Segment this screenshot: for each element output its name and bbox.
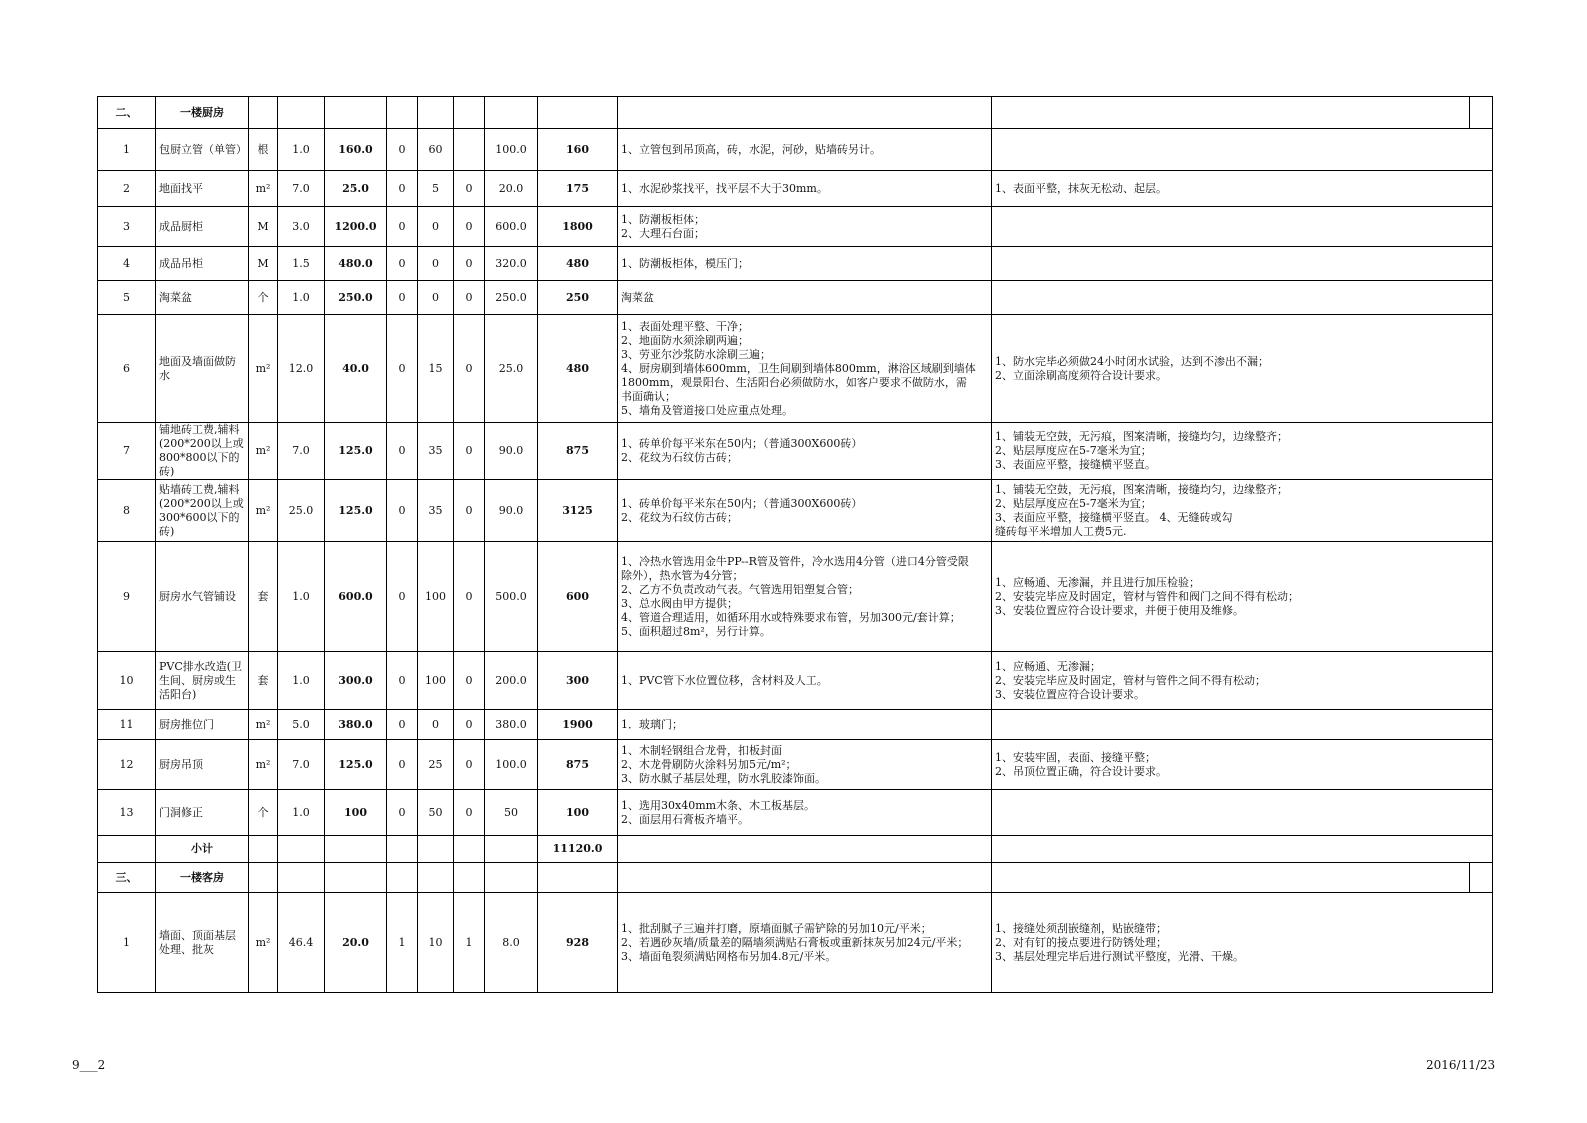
table-row: [98, 542, 1493, 652]
item-description: [618, 480, 992, 542]
text-line: 2、乙方不负责改动气表。气管选用铝塑复合管；: [621, 582, 859, 596]
item-cost-3: 0: [454, 480, 485, 542]
text-line: 1、安装牢固，表面、接缝平整；: [995, 750, 1156, 764]
item-name: 铺地砖工费,辅料(200*200以上或800*800以下的砖): [156, 423, 249, 480]
item-number: 8: [98, 480, 156, 542]
section-header-row: [98, 863, 1493, 893]
item-cost-3: 0: [454, 423, 485, 480]
table-row: [98, 171, 1493, 207]
item-quantity: 1.0: [278, 790, 325, 836]
item-total: 100: [538, 790, 618, 836]
item-description: [618, 281, 992, 315]
item-cost-4: 100.0: [485, 740, 538, 790]
item-unit: M: [249, 207, 278, 247]
item-cost-3: 1: [454, 893, 485, 993]
item-cost-2: 0: [418, 247, 454, 281]
empty-cell: [1470, 97, 1493, 129]
table-row: [98, 480, 1493, 542]
item-cost-3: 0: [454, 247, 485, 281]
text-line: 1、铺装无空鼓，无污痕，图案清晰，接缝均匀，边缘整齐；: [995, 430, 1288, 443]
item-description: [618, 740, 992, 790]
item-number: 10: [98, 652, 156, 710]
table-row: [98, 207, 1493, 247]
text-line: 2、贴层厚度应在5-7毫米为宜；: [995, 496, 1152, 510]
item-acceptance-standard: [992, 129, 1493, 171]
item-acceptance-standard: [992, 652, 1493, 710]
item-acceptance-standard: [992, 740, 1493, 790]
empty-cell: [485, 863, 538, 893]
item-acceptance-standard: [992, 710, 1493, 740]
item-acceptance-standard: [992, 281, 1493, 315]
empty-cell: [538, 863, 618, 893]
text-line: 缝砖每平米增加人工费5元.: [995, 524, 1127, 538]
empty-cell: [325, 836, 387, 863]
item-total: 875: [538, 423, 618, 480]
item-quantity: 12.0: [278, 315, 325, 423]
item-cost-2: 0: [418, 281, 454, 315]
item-unit: m²: [249, 171, 278, 207]
text-line: 1、应畅通、无渗漏；: [995, 659, 1101, 673]
text-line: 1、防潮板柜体；: [621, 212, 705, 226]
item-cost-2: 50: [418, 790, 454, 836]
item-quantity: 46.4: [278, 893, 325, 993]
item-unit: 根: [249, 129, 278, 171]
item-total: 928: [538, 893, 618, 993]
table-row: [98, 129, 1493, 171]
table-row: [98, 423, 1493, 480]
item-name: 成品吊柜: [156, 247, 249, 281]
item-unit-price: 25.0: [325, 171, 387, 207]
item-number: 9: [98, 542, 156, 652]
text-line: 1、防潮板柜体，模压门；: [621, 256, 749, 270]
item-cost-2: 15: [418, 315, 454, 423]
item-unit-price: 480.0: [325, 247, 387, 281]
item-unit: m²: [249, 480, 278, 542]
item-number: 2: [98, 171, 156, 207]
empty-cell: [278, 97, 325, 129]
item-total: 175: [538, 171, 618, 207]
item-unit: m²: [249, 710, 278, 740]
empty-cell: [249, 836, 278, 863]
text-line: 2、对有钉的接点要进行防锈处理；: [995, 935, 1167, 949]
text-line: 3、表面应平整，接缝横平竖直。 4、无缝砖或勾: [995, 510, 1233, 524]
text-line: 4、厨房刷到墙体600mm，卫生间刷到墙体800mm，淋浴区域刷到墙体: [621, 361, 976, 375]
item-description: [618, 315, 992, 423]
item-acceptance-standard: [992, 893, 1493, 993]
empty-cell: [618, 863, 992, 893]
empty-cell: [485, 97, 538, 129]
text-line: 1．玻璃门；: [621, 717, 683, 731]
text-line: 2、吊顶位置正确，符合设计要求。: [995, 764, 1167, 778]
item-description: [618, 893, 992, 993]
item-cost-1: 0: [387, 423, 418, 480]
item-total: 1900: [538, 710, 618, 740]
item-number: 6: [98, 315, 156, 423]
item-cost-3: 0: [454, 542, 485, 652]
item-cost-1: 0: [387, 542, 418, 652]
item-cost-2: 35: [418, 480, 454, 542]
empty-cell: [249, 863, 278, 893]
text-line: 3、墙面龟裂须满贴网格布另加4.8元/平米。: [621, 949, 837, 963]
item-total: 1800: [538, 207, 618, 247]
item-unit: 个: [249, 790, 278, 836]
text-line: 1、PVC管下水位置位移，含材料及人工。: [621, 673, 828, 687]
text-line: 5、面积超过8m²，另行计算。: [621, 624, 771, 638]
text-line: 2、贴层厚度应在5-7毫米为宜；: [995, 444, 1152, 457]
item-total: 600: [538, 542, 618, 652]
table-row: [98, 893, 1493, 993]
item-cost-3: 0: [454, 315, 485, 423]
section-number: 二、: [98, 97, 156, 129]
section-number: 三、: [98, 863, 156, 893]
item-total: 160: [538, 129, 618, 171]
item-cost-3: 0: [454, 710, 485, 740]
text-line: 4、管道合理适用，如循环用水或特殊要求布管，另加300元/套计算；: [621, 610, 961, 624]
item-cost-2: 100: [418, 652, 454, 710]
empty-cell: [387, 97, 418, 129]
item-description: [618, 542, 992, 652]
item-cost-1: 0: [387, 652, 418, 710]
item-cost-2: 0: [418, 207, 454, 247]
item-number: 5: [98, 281, 156, 315]
item-unit: m²: [249, 315, 278, 423]
item-name: 墙面、顶面基层处理、批灰: [156, 893, 249, 993]
item-description: [618, 652, 992, 710]
text-line: 3、安装位置应符合设计要求，并便于使用及维修。: [995, 603, 1244, 617]
empty-cell: [454, 836, 485, 863]
item-unit: m²: [249, 893, 278, 993]
text-line: 1、木制轻钢组合龙骨，扣板封面: [621, 743, 782, 757]
item-total: 300: [538, 652, 618, 710]
item-name: 贴墙砖工费,辅料(200*200以上或300*600以下的砖): [156, 480, 249, 542]
text-line: 1、表面平整，抹灰无松动、起层。: [995, 181, 1167, 195]
item-name: 门洞修正: [156, 790, 249, 836]
item-unit: m²: [249, 740, 278, 790]
item-unit: m²: [249, 423, 278, 480]
item-acceptance-standard: [992, 790, 1493, 836]
table-row: [98, 740, 1493, 790]
text-line: 淘菜盆: [621, 290, 654, 304]
item-number: 1: [98, 893, 156, 993]
item-description: [618, 247, 992, 281]
empty-cell: [992, 836, 1493, 863]
item-unit-price: 100: [325, 790, 387, 836]
table-row: [98, 710, 1493, 740]
item-cost-4: 90.0: [485, 423, 538, 480]
item-acceptance-standard: [992, 542, 1493, 652]
text-line: 除外），热水管为4分管；: [621, 568, 744, 582]
text-line: 2、若遇砂灰墙/质量差的隔墙须满贴石膏板或重新抹灰另加24元/平米；: [621, 935, 969, 949]
item-unit: 套: [249, 542, 278, 652]
item-cost-2: 10: [418, 893, 454, 993]
item-name: PVC排水改造(卫生间、厨房或生活阳台): [156, 652, 249, 710]
item-cost-3: 0: [454, 652, 485, 710]
item-cost-3: 0: [454, 740, 485, 790]
subtotal-value: 11120.0: [538, 836, 618, 863]
empty-cell: [278, 836, 325, 863]
item-cost-3: 0: [454, 207, 485, 247]
text-line: 1、接缝处须刮嵌缝剂，贴嵌缝带；: [995, 921, 1167, 935]
item-number: 1: [98, 129, 156, 171]
item-number: 3: [98, 207, 156, 247]
empty-cell: [454, 97, 485, 129]
item-name: 成品厨柜: [156, 207, 249, 247]
item-quantity: 1.0: [278, 281, 325, 315]
table-row: [98, 281, 1493, 315]
item-cost-4: 100.0: [485, 129, 538, 171]
table-row: [98, 652, 1493, 710]
item-total: 480: [538, 247, 618, 281]
empty-cell: [418, 863, 454, 893]
item-unit-price: 125.0: [325, 480, 387, 542]
item-cost-1: 0: [387, 740, 418, 790]
text-line: 1、选用30x40mm木条、木工板基层。: [621, 798, 816, 812]
item-cost-2: 60: [418, 129, 454, 171]
item-quantity: 25.0: [278, 480, 325, 542]
item-cost-4: 25.0: [485, 315, 538, 423]
item-cost-4: 320.0: [485, 247, 538, 281]
item-cost-2: 5: [418, 171, 454, 207]
item-name: 包厨立管（单管）: [156, 129, 249, 171]
section-header-row: [98, 97, 1493, 129]
text-line: 2、安装完毕应及时固定，管材与管件和阀门之间不得有松动；: [995, 589, 1299, 603]
item-unit: 套: [249, 652, 278, 710]
text-line: 1、表面处理平整、干净；: [621, 319, 749, 333]
empty-cell: [992, 97, 1470, 129]
item-unit-price: 160.0: [325, 129, 387, 171]
text-line: 2、花纹为石纹仿古砖；: [621, 451, 738, 464]
quotation-table: [97, 96, 1493, 993]
text-line: 书面确认；: [621, 389, 676, 403]
text-line: 3、基层处理完毕后进行测试平整度，光滑、干燥。: [995, 949, 1244, 963]
item-quantity: 3.0: [278, 207, 325, 247]
table-row: [98, 247, 1493, 281]
item-name: 厨房推位门: [156, 710, 249, 740]
empty-cell: [387, 863, 418, 893]
item-cost-1: 0: [387, 171, 418, 207]
item-quantity: 1.0: [278, 652, 325, 710]
empty-cell: [418, 836, 454, 863]
item-total: 875: [538, 740, 618, 790]
item-acceptance-standard: [992, 315, 1493, 423]
item-name: 地面及墙面做防水: [156, 315, 249, 423]
item-cost-4: 90.0: [485, 480, 538, 542]
empty-cell: [325, 863, 387, 893]
text-line: 1、应畅通、无渗漏，并且进行加压检验；: [995, 575, 1200, 589]
empty-cell: [1470, 863, 1493, 893]
text-line: 2、地面防水须涂刷两遍；: [621, 333, 749, 347]
text-line: 1、水泥砂浆找平，找平层不大于30mm。: [621, 181, 828, 195]
item-description: [618, 790, 992, 836]
subtotal-label: 小计: [156, 836, 249, 863]
item-cost-3: [454, 129, 485, 171]
item-number: 12: [98, 740, 156, 790]
text-line: 1、立管包到吊顶高，砖，水泥，河砂，贴墙砖另计。: [621, 142, 881, 156]
item-unit-price: 125.0: [325, 423, 387, 480]
empty-cell: [454, 863, 485, 893]
empty-cell: [418, 97, 454, 129]
text-line: 1、冷热水管选用金牛PP--R管及管件，冷水选用4分管（进口4分管受限: [621, 554, 969, 568]
item-unit-price: 600.0: [325, 542, 387, 652]
item-cost-2: 35: [418, 423, 454, 480]
item-unit-price: 125.0: [325, 740, 387, 790]
item-cost-4: 20.0: [485, 171, 538, 207]
item-total: 3125: [538, 480, 618, 542]
item-name: 厨房水气管铺设: [156, 542, 249, 652]
item-name: 地面找平: [156, 171, 249, 207]
item-cost-1: 1: [387, 893, 418, 993]
footer-page-label: 9___2: [72, 1058, 106, 1072]
item-cost-2: 100: [418, 542, 454, 652]
empty-cell: [387, 836, 418, 863]
text-line: 3、劳亚尔沙浆防水涂刷三遍；: [621, 347, 771, 361]
text-line: 3、安装位置应符合设计要求。: [995, 687, 1145, 701]
item-number: 7: [98, 423, 156, 480]
item-number: 4: [98, 247, 156, 281]
text-line: 1、防水完毕必须做24小时闭水试验，达到不渗出不漏；: [995, 354, 1269, 368]
empty-cell: [249, 97, 278, 129]
item-description: [618, 129, 992, 171]
item-name: 厨房吊顶: [156, 740, 249, 790]
quotation-sheet: [97, 96, 1492, 993]
table-row: [98, 315, 1493, 423]
item-cost-4: 8.0: [485, 893, 538, 993]
item-cost-1: 0: [387, 281, 418, 315]
empty-cell: [325, 97, 387, 129]
text-line: 5、墙角及管道接口处应重点处理。: [621, 403, 793, 417]
item-description: [618, 207, 992, 247]
text-line: 2、安装完毕应及时固定，管材与管件之间不得有松动；: [995, 673, 1266, 687]
item-cost-4: 250.0: [485, 281, 538, 315]
item-quantity: 1.0: [278, 129, 325, 171]
item-description: [618, 423, 992, 480]
item-name: 淘菜盆: [156, 281, 249, 315]
item-cost-3: 0: [454, 171, 485, 207]
empty-cell: [278, 863, 325, 893]
item-cost-3: 0: [454, 281, 485, 315]
item-unit-price: 250.0: [325, 281, 387, 315]
item-quantity: 7.0: [278, 740, 325, 790]
empty-cell: [98, 836, 156, 863]
item-quantity: 1.0: [278, 542, 325, 652]
item-quantity: 1.5: [278, 247, 325, 281]
item-cost-3: 0: [454, 790, 485, 836]
text-line: 2、面层用石膏板齐墙平。: [621, 812, 749, 826]
text-line: 3、防水腻子基层处理，防水乳胶漆饰面。: [621, 771, 826, 785]
item-cost-4: 600.0: [485, 207, 538, 247]
text-line: 1、批刮腻子三遍并打磨，原墙面腻子需铲除的另加10元/平米；: [621, 921, 932, 935]
item-cost-1: 0: [387, 247, 418, 281]
item-quantity: 7.0: [278, 171, 325, 207]
text-line: 3、总水阀由甲方提供；: [621, 596, 738, 610]
item-cost-2: 25: [418, 740, 454, 790]
subtotal-row: [98, 836, 1493, 863]
text-line: 2、立面涂刷高度须符合设计要求。: [995, 368, 1167, 382]
empty-cell: [992, 863, 1470, 893]
item-acceptance-standard: [992, 247, 1493, 281]
item-cost-1: 0: [387, 129, 418, 171]
item-quantity: 5.0: [278, 710, 325, 740]
item-cost-1: 0: [387, 480, 418, 542]
item-cost-1: 0: [387, 207, 418, 247]
item-cost-4: 500.0: [485, 542, 538, 652]
item-cost-1: 0: [387, 710, 418, 740]
item-unit: M: [249, 247, 278, 281]
item-cost-1: 0: [387, 790, 418, 836]
empty-cell: [538, 97, 618, 129]
section-title: 一楼客房: [156, 863, 249, 893]
item-total: 480: [538, 315, 618, 423]
item-acceptance-standard: [992, 480, 1493, 542]
text-line: 1、铺装无空鼓，无污痕，图案清晰，接缝均匀，边缘整齐；: [995, 482, 1288, 496]
item-unit-price: 20.0: [325, 893, 387, 993]
item-description: [618, 171, 992, 207]
item-quantity: 7.0: [278, 423, 325, 480]
item-acceptance-standard: [992, 423, 1493, 480]
item-total: 250: [538, 281, 618, 315]
footer-date: 2016/11/23: [1426, 1058, 1496, 1072]
item-acceptance-standard: [992, 207, 1493, 247]
item-description: [618, 710, 992, 740]
item-acceptance-standard: [992, 171, 1493, 207]
item-unit-price: 300.0: [325, 652, 387, 710]
empty-cell: [618, 97, 992, 129]
text-line: 1、砖单价每平米东在50内；（普通300X600砖）: [621, 496, 863, 510]
empty-cell: [485, 836, 538, 863]
item-unit: 个: [249, 281, 278, 315]
text-line: 1800mm，观景阳台、生活阳台必须做防水，如客户要求不做防水，需: [621, 375, 967, 389]
item-unit-price: 380.0: [325, 710, 387, 740]
text-line: 2、花纹为石纹仿古砖；: [621, 510, 738, 524]
item-unit-price: 40.0: [325, 315, 387, 423]
text-line: 2、大理石台面；: [621, 226, 705, 240]
section-title: 一楼厨房: [156, 97, 249, 129]
table-body: [98, 97, 1493, 993]
table-row: [98, 790, 1493, 836]
item-cost-4: 50: [485, 790, 538, 836]
item-cost-1: 0: [387, 315, 418, 423]
item-unit-price: 1200.0: [325, 207, 387, 247]
item-number: 13: [98, 790, 156, 836]
text-line: 3、表面应平整，接缝横平竖直。: [995, 458, 1156, 471]
empty-cell: [618, 836, 992, 863]
item-number: 11: [98, 710, 156, 740]
item-cost-4: 200.0: [485, 652, 538, 710]
item-cost-2: 0: [418, 710, 454, 740]
text-line: 1、砖单价每平米东在50内；（普通300X600砖）: [621, 437, 863, 450]
item-cost-4: 380.0: [485, 710, 538, 740]
text-line: 2、木龙骨刷防火涂料另加5元/m²；: [621, 757, 797, 771]
